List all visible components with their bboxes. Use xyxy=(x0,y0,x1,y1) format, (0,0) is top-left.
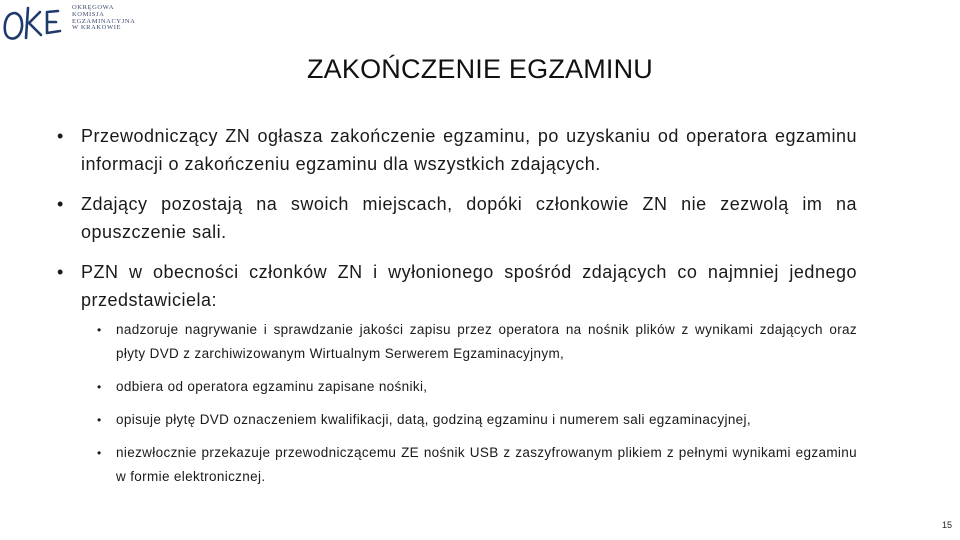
sub-bullet-item xyxy=(95,441,857,489)
bullet-dot-icon: • xyxy=(57,194,64,214)
bullet-dot-icon: • xyxy=(97,380,102,394)
sub-bullet-text: niezwłocznie przekazuje przewodniczącemu ZE nośnik USB z zaszyfrowanym plikiem z pełnymi wynikami egzaminu w formie elektronicznej. xyxy=(116,445,857,484)
oke-logo-mark xyxy=(2,4,64,42)
sub-bullet-item xyxy=(95,375,857,399)
bullet-item xyxy=(57,122,857,178)
sub-bullet-item xyxy=(95,318,857,366)
sub-bullet-text: odbiera od operatora egzaminu zapisane nośniki, xyxy=(116,379,428,394)
sub-bullet-text: nadzoruje nagrywanie i sprawdzanie jakości zapisu przez operatora na nośnik plików z wynikami zdających oraz płyty DVD z zarchiwizowanym Wirtualnym Serwerem Egzaminacyjnym, xyxy=(116,322,857,361)
sub-bullet-list xyxy=(95,318,857,489)
bullet-dot-icon: • xyxy=(97,323,102,337)
bullet-dot-icon: • xyxy=(57,126,64,146)
bullet-text: Przewodniczący ZN ogłasza zakończenie egzaminu, po uzyskaniu od operatora egzaminu informacji o zakończeniu egzaminu dla wszystkich zdających. xyxy=(81,126,857,174)
bullet-text: Zdający pozostają na swoich miejscach, dopóki członkowie ZN nie zezwolą im na opuszczenie sali. xyxy=(81,194,857,242)
bullet-dot-icon: • xyxy=(57,262,64,282)
sub-bullet-item xyxy=(95,408,857,432)
bullet-text: PZN w obecności członków ZN i wyłonionego spośród zdających co najmniej jednego przedstawiciela: xyxy=(81,262,857,310)
logo-text-line: KOMISJA xyxy=(72,10,105,18)
bullet-item xyxy=(57,190,857,246)
bullet-dot-icon: • xyxy=(97,446,102,460)
bullet-dot-icon: • xyxy=(97,413,102,427)
bullet-item xyxy=(57,258,857,314)
logo-text-line: OKRĘGOWA xyxy=(72,4,114,11)
slide-title: ZAKOŃCZENIE EGZAMINU xyxy=(306,54,654,84)
logo-text-line: EGZAMINACYJNA xyxy=(72,17,136,25)
bullet-list xyxy=(57,122,857,498)
logo-text-line: W KRAKOWIE xyxy=(72,24,122,32)
page-number: 15 xyxy=(941,520,952,530)
oke-logo xyxy=(0,0,150,44)
sub-bullet-text: opisuje płytę DVD oznaczeniem kwalifikacji, datą, godziną egzaminu i numerem sali egzaminacyjnej, xyxy=(116,412,751,427)
logo-text xyxy=(72,5,152,32)
